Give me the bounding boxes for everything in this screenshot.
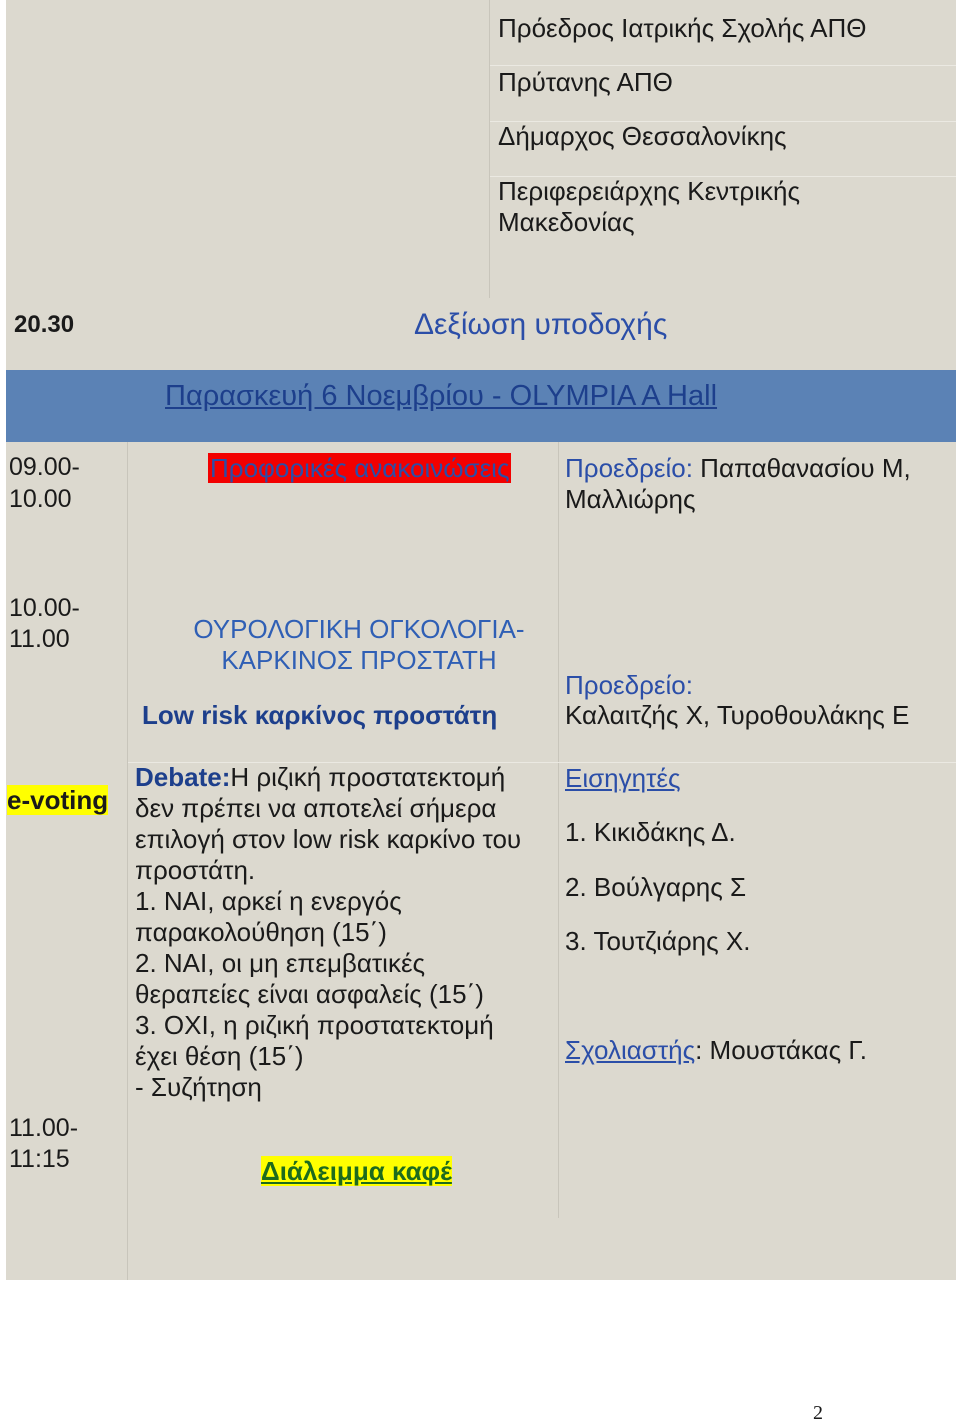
- session1-chair-label: Προεδρείο:: [565, 453, 693, 483]
- commentator-label: Σχολιαστής: [565, 1035, 696, 1065]
- break-time-start: 11.00-: [9, 1114, 79, 1142]
- session2-chair-divider: [558, 588, 559, 1218]
- debate-line-1: [135, 762, 555, 793]
- session2-time-divider: [127, 588, 128, 1280]
- debate-line-5: 1. ΝΑΙ, αρκεί η ενεργός: [135, 886, 402, 916]
- debate-line-11: - Συζήτηση: [135, 1072, 262, 1102]
- evoting-text: e-voting: [7, 785, 109, 815]
- page-number: 2: [813, 1402, 823, 1424]
- official-4: Περιφερειάρχης Κεντρικής: [498, 176, 800, 206]
- break-title: [261, 1156, 452, 1187]
- row-divider: [490, 65, 956, 66]
- speaker-1: 1. Κικιδάκης Δ.: [565, 817, 736, 847]
- session1-chair-names: Παπαθανασίου Μ,: [700, 453, 911, 483]
- debate-line-4: προστάτη.: [135, 855, 256, 885]
- session2-time-end: 11.00: [9, 625, 70, 653]
- officials-divider: [489, 0, 490, 298]
- session2-chair-label: Προεδρείο:: [565, 670, 693, 700]
- session2-subtitle: Low risk καρκίνος προστάτη: [142, 700, 498, 730]
- session2-title-line1: ΟΥΡΟΛΟΓΙΚΗ ΟΓΚΟΛΟΓΙΑ-: [193, 614, 525, 644]
- session1-chair-divider: [558, 442, 559, 588]
- official-5: Μακεδονίας: [498, 207, 635, 237]
- debate-line-7: 2. ΝΑΙ, οι μη επεμβατικές: [135, 948, 426, 978]
- session2-time-start: 10.00-: [9, 594, 80, 622]
- debate-line-6: παρακολούθηση (15΄): [135, 917, 387, 947]
- break-title-text: Διάλειμμα καφέ: [261, 1156, 452, 1186]
- debate-line-10: έχει θέση (15΄): [135, 1041, 304, 1071]
- session1-time-end: 10.00: [9, 485, 72, 513]
- speaker-2: 2. Βούλγαρης Σ: [565, 872, 747, 902]
- debate-line-3: επιλογή στον low risk καρκίνο του: [135, 824, 522, 854]
- official-3: Δήμαρχος Θεσσαλονίκης: [498, 121, 787, 151]
- official-2: Πρύτανης ΑΠΘ: [498, 67, 673, 97]
- debate-line-8: θεραπείες είναι ασφαλείς (15΄): [135, 979, 484, 1009]
- commentator: [565, 1035, 867, 1066]
- officials-block: [6, 0, 956, 298]
- session2-title-line2: ΚΑΡΚΙΝΟΣ ΠΡΟΣΤΑΤΗ: [221, 645, 497, 675]
- speakers-label: Εισηγητές: [565, 763, 681, 793]
- evoting-label: [7, 785, 108, 816]
- debate-label: Debate:: [135, 762, 231, 792]
- session1-time-divider: [127, 442, 128, 588]
- session1-title-text: Προφορικές ανακοινώσεις: [210, 453, 510, 483]
- commentator-name: : Μουστάκας Γ.: [695, 1035, 868, 1065]
- break-time-end: 11:15: [9, 1145, 70, 1173]
- debate-block: [135, 762, 555, 1103]
- official-1: Πρόεδρος Ιατρικής Σχολής ΑΠΘ: [498, 13, 867, 43]
- debate-line-2: δεν πρέπει να αποτελεί σήμερα: [135, 793, 497, 823]
- speaker-3: 3. Τουτζιάρης Χ.: [565, 926, 751, 956]
- session1-time-start: 09.00-: [9, 453, 80, 481]
- day-header-title: Παρασκευή 6 Νοεμβρίου - OLYMPIA A Hall: [165, 380, 718, 412]
- session2-chair-names: Καλαιτζής Χ, Τυροθουλάκης Ε: [565, 700, 910, 730]
- reception-title: Δεξίωση υποδοχής: [414, 308, 668, 341]
- session1-chair: [565, 453, 911, 484]
- reception-time: 20.30: [14, 311, 75, 338]
- debate-text-1: Η ριζική προστατεκτομή: [230, 762, 506, 792]
- session1-title: [208, 453, 511, 484]
- session1-chair-names-line2: Μαλλιώρης: [565, 484, 696, 514]
- debate-line-9: 3. ΟΧΙ, η ριζική προστατεκτομή: [135, 1010, 494, 1040]
